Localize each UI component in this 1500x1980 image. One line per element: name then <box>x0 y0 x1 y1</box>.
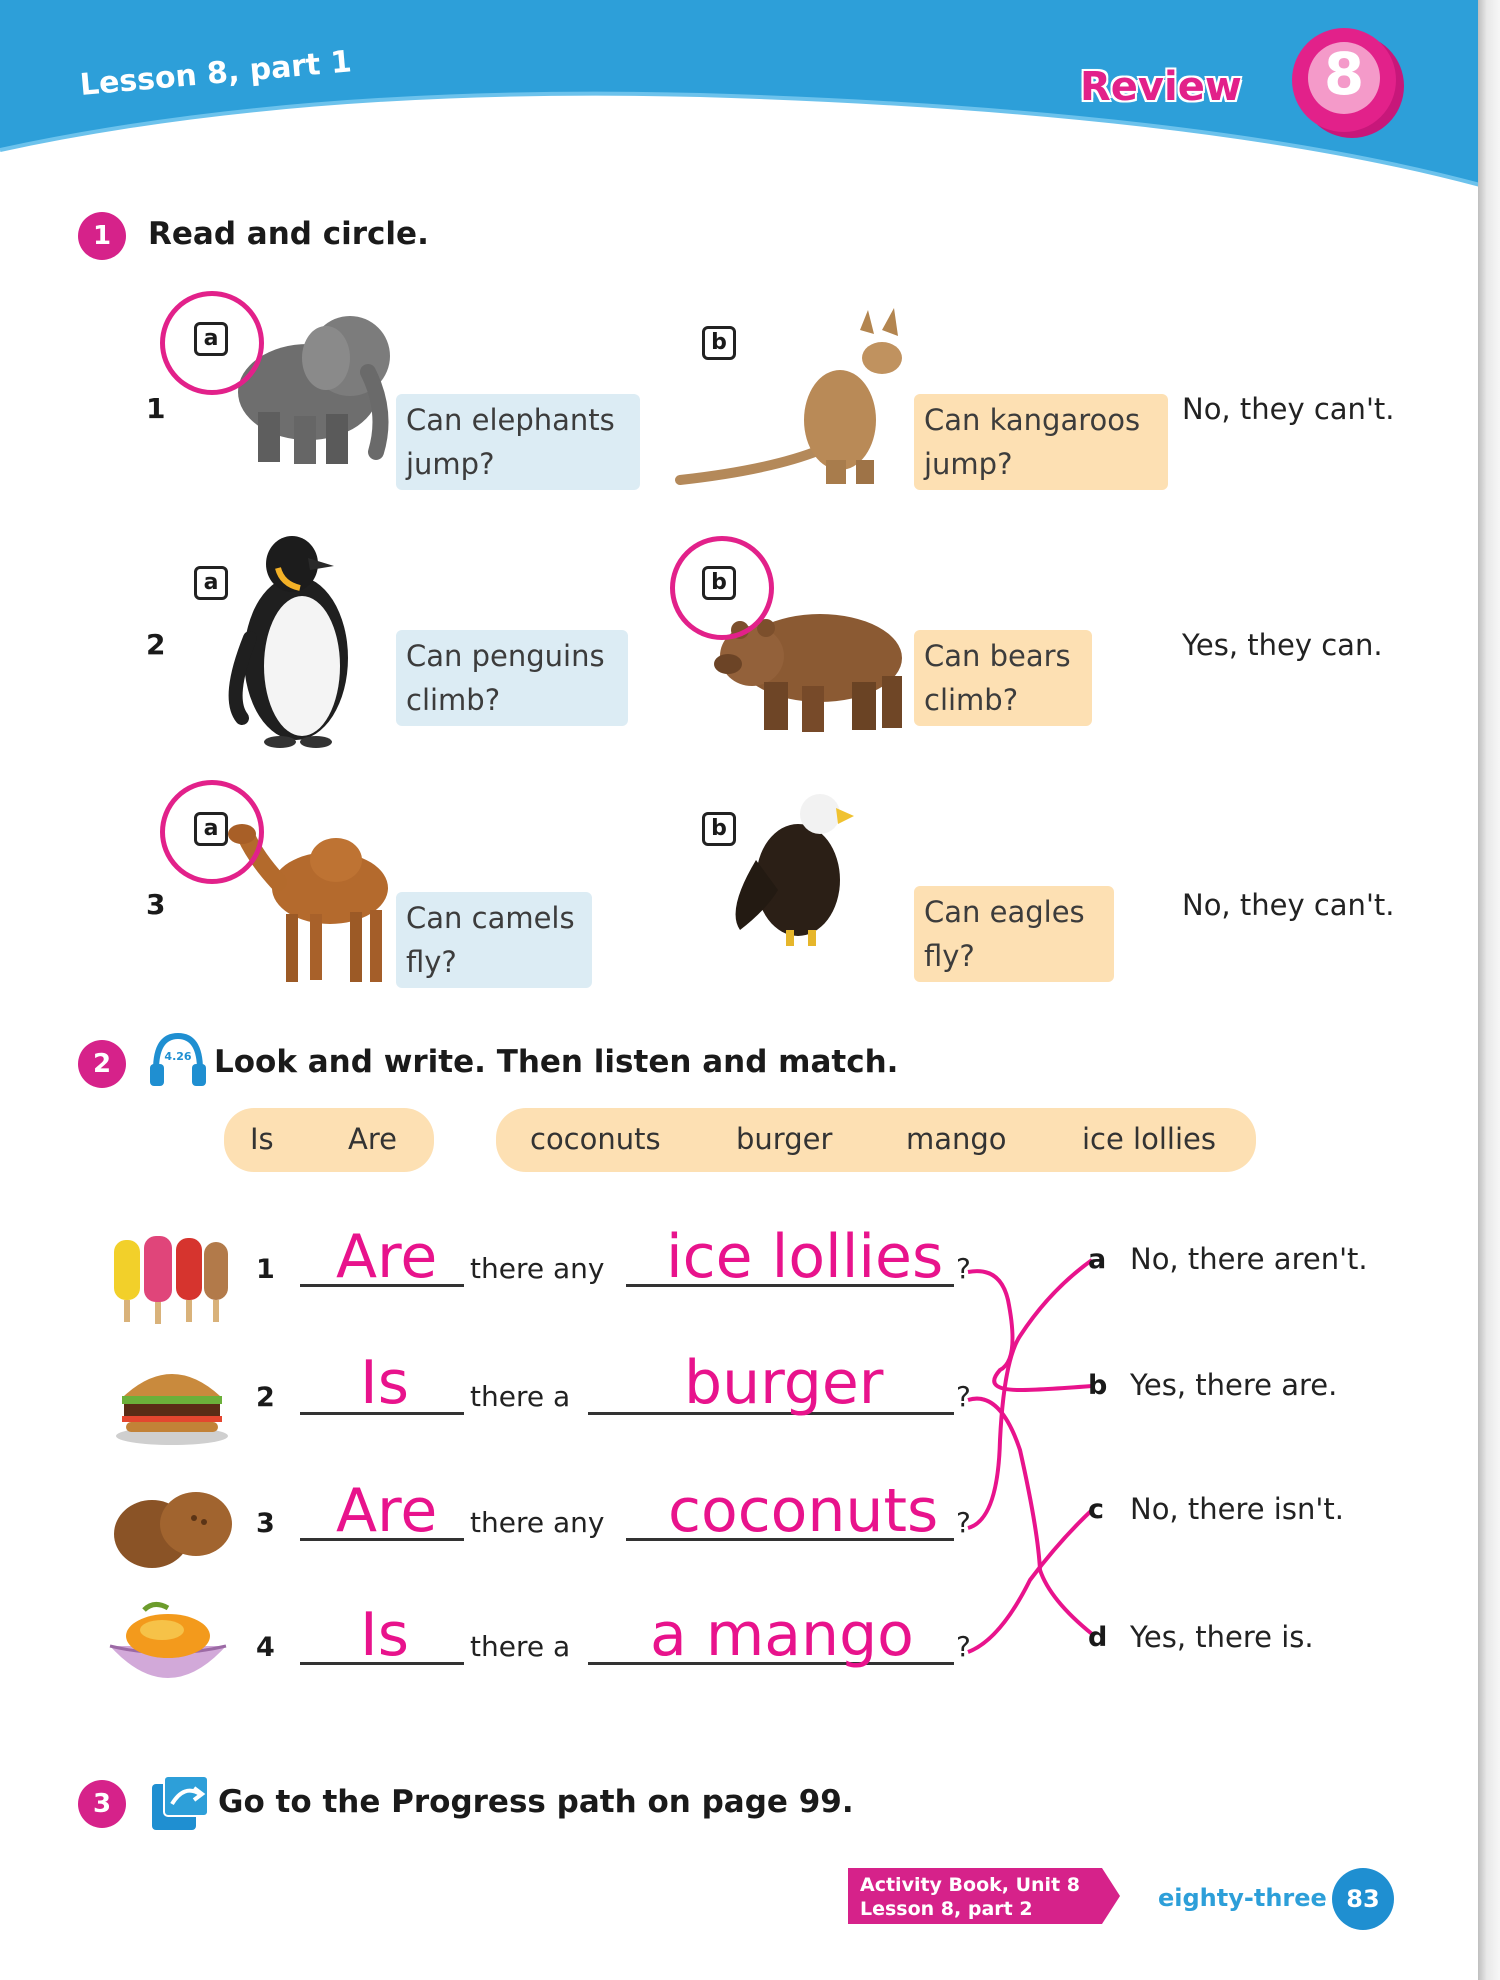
written-answer-2b: burger <box>684 1348 884 1418</box>
section-3-title: Go to the Progress path on page 99. <box>218 1784 854 1820</box>
item-4-number: 4 <box>256 1632 275 1663</box>
written-answer-3b: coconuts <box>668 1476 939 1546</box>
audio-track-label: 4.26 <box>164 1050 192 1063</box>
page-number: 83 <box>1332 1868 1394 1930</box>
item-3-number: 3 <box>256 1508 275 1539</box>
footer-tag-line1: Activity Book, Unit 8 <box>860 1874 1080 1896</box>
match-answer-b: Yes, there are. <box>1130 1368 1338 1402</box>
option-3a-box[interactable]: a <box>194 812 228 846</box>
word-bank-item: ice lollies <box>1082 1122 1216 1156</box>
question-2b: Can bears climb? <box>914 630 1092 726</box>
matching-lines <box>960 1240 1110 1670</box>
written-answer-3a: Are <box>336 1476 438 1546</box>
eagle-image <box>726 790 876 950</box>
written-answer-4b: a mango <box>650 1600 914 1670</box>
question-3a: Can camels fly? <box>396 892 592 988</box>
item-2-qmark: ? <box>956 1380 971 1413</box>
circle-answer-2b <box>670 536 774 640</box>
circle-answer-1a <box>160 291 264 395</box>
match-answer-a: No, there aren't. <box>1130 1242 1368 1276</box>
answer-1: No, they can't. <box>1182 392 1395 426</box>
row-1-number: 1 <box>146 392 166 425</box>
item-3-qmark: ? <box>956 1506 971 1539</box>
match-letter-c: c <box>1088 1494 1105 1525</box>
word-bank-item: Is <box>250 1122 274 1156</box>
mango-image <box>104 1600 232 1700</box>
progress-path-icon[interactable] <box>150 1774 210 1832</box>
section-1-title: Read and circle. <box>148 216 429 252</box>
circle-answer-3a <box>160 780 264 884</box>
burger-image <box>112 1358 232 1448</box>
item-1-qmark: ? <box>956 1252 971 1285</box>
page-number-word: eighty-three <box>1158 1884 1327 1912</box>
review-label: Review <box>1080 64 1242 110</box>
section-2-title: Look and write. Then listen and match. <box>214 1044 899 1080</box>
section-2-number: 2 <box>78 1040 126 1088</box>
word-bank-item: Are <box>348 1122 397 1156</box>
item-2-middle: there a <box>470 1380 571 1413</box>
item-2-number: 2 <box>256 1382 275 1413</box>
match-answer-d: Yes, there is. <box>1130 1620 1314 1654</box>
item-3-middle: there any <box>470 1506 605 1539</box>
match-answer-c: No, there isn't. <box>1130 1492 1344 1526</box>
written-answer-1a: Are <box>336 1222 438 1292</box>
match-letter-d: d <box>1088 1622 1108 1653</box>
option-3b-box[interactable]: b <box>702 812 736 846</box>
match-letter-b: b <box>1088 1370 1108 1401</box>
question-1b: Can kangaroos jump? <box>914 394 1168 490</box>
header-banner <box>0 0 1480 190</box>
option-1a-box[interactable]: a <box>194 322 228 356</box>
question-3b: Can eagles fly? <box>914 886 1114 982</box>
option-1b-box[interactable]: b <box>702 326 736 360</box>
penguin-image <box>216 528 376 748</box>
item-1-number: 1 <box>256 1254 275 1285</box>
row-3-number: 3 <box>146 888 166 921</box>
ice-lollies-image <box>106 1226 236 1336</box>
question-1a: Can elephants jump? <box>396 394 640 490</box>
item-4-qmark: ? <box>956 1630 971 1663</box>
section-1-number: 1 <box>78 212 126 260</box>
written-answer-2a: Is <box>360 1348 409 1418</box>
match-letter-a: a <box>1088 1244 1107 1275</box>
unit-number: 8 <box>1323 40 1365 108</box>
unit-badge <box>1292 28 1396 132</box>
written-answer-1b: ice lollies <box>666 1222 944 1292</box>
answer-3: No, they can't. <box>1182 888 1395 922</box>
word-bank-foods <box>496 1108 1256 1172</box>
word-bank-item: coconuts <box>530 1122 661 1156</box>
question-2a: Can penguins climb? <box>396 630 628 726</box>
written-answer-4a: Is <box>360 1600 409 1670</box>
word-bank-item: mango <box>906 1122 1007 1156</box>
option-2a-box[interactable]: a <box>194 566 228 600</box>
word-bank-verbs <box>224 1108 434 1172</box>
row-2-number: 2 <box>146 628 166 661</box>
item-4-middle: there a <box>470 1630 571 1663</box>
coconuts-image <box>108 1478 236 1574</box>
word-bank-item: burger <box>736 1122 833 1156</box>
answer-2: Yes, they can. <box>1182 628 1383 662</box>
page-edge <box>1478 0 1500 1980</box>
lesson-title: Lesson 8, part 1 <box>78 44 353 103</box>
footer-tag[interactable] <box>848 1868 1120 1924</box>
headphones-icon[interactable] <box>148 1030 208 1088</box>
footer-tag-line2: Lesson 8, part 2 <box>860 1898 1033 1920</box>
option-2b-box[interactable]: b <box>702 566 736 600</box>
section-3-number: 3 <box>78 1780 126 1828</box>
item-1-middle: there any <box>470 1252 605 1285</box>
